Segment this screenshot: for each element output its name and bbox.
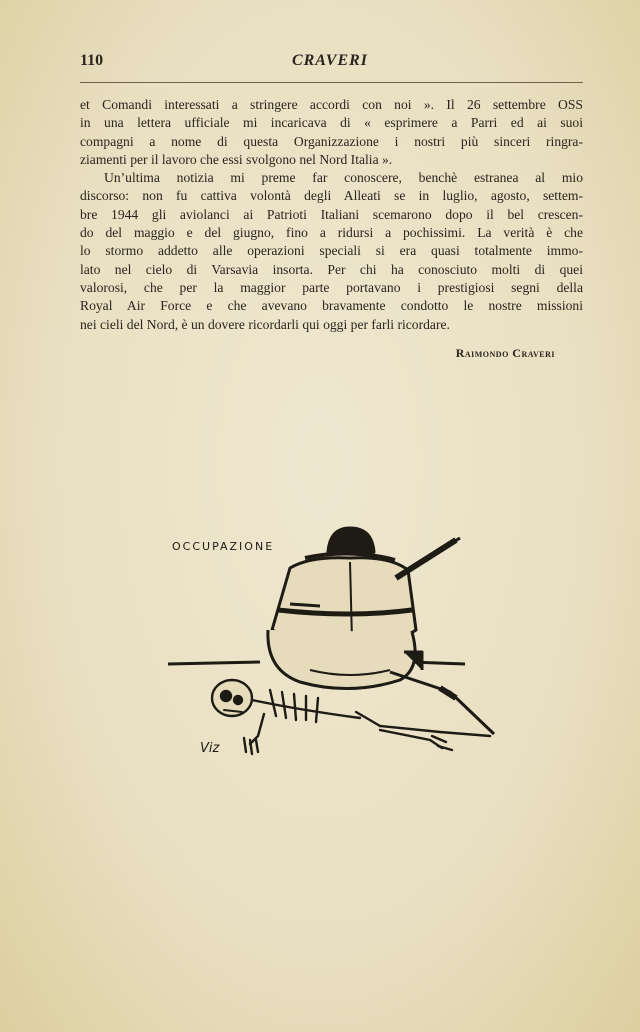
page-header — [80, 52, 580, 76]
text-line: in una lettera ufficiale mi incaricava di « esprimere a Parri ed ai suoi — [80, 115, 583, 131]
text-line: bre 1944 gli aviolanci ai Patrioti Italiani scemarono dopo il bel crescen- — [80, 206, 583, 222]
occupation-cartoon — [160, 520, 505, 765]
text-line: nei cieli del Nord, è un dovere ricordarli qui oggi per farli ricordare. — [80, 316, 450, 332]
text-line: valorosi, che per la maggior parte portavano i prestigiosi segni della — [80, 279, 583, 295]
text-line: Un’ultima notizia mi preme far conoscere, benchè estranea al mio — [104, 170, 583, 186]
text-line: compagni a nome di questa Organizzazione i nostri più sinceri ringra- — [80, 133, 583, 149]
text-line: et Comandi interessati a stringere accordi con noi ». Il 26 settembre OSS — [80, 97, 583, 112]
page-number: 110 — [80, 52, 104, 69]
text-line: lo stormo addetto alle operazioni speciali si era quasi totalmente immo- — [80, 243, 583, 259]
text-line: discorso: non fu cattiva volontà degli Alleati se in luglio, agosto, settem- — [80, 188, 583, 204]
running-head: CRAVERI — [291, 52, 369, 69]
text-line: Royal Air Force e che avevano bravamente condotto le nostre missioni — [80, 298, 583, 314]
text-line: lato nel cielo di Varsavia insorta. Per chi ha conosciuto molti di quei — [80, 261, 583, 277]
text-line: do del maggio e del giugno, fino a ridursi a pochissimi. La verità è che — [80, 225, 583, 241]
paragraph-2 — [80, 169, 583, 334]
header-rule — [80, 82, 583, 83]
paragraph-1 — [80, 96, 583, 169]
body-text — [80, 96, 583, 334]
cartoon-caption: OCCUPAZIONE — [172, 540, 275, 553]
artist-signature: Viz — [200, 741, 220, 756]
author-signature: Raimondo Craveri — [455, 346, 555, 360]
text-line: ziamenti per il lavoro che essi svolgono nel Nord Italia ». — [80, 151, 393, 167]
soldier-icon — [268, 528, 494, 734]
